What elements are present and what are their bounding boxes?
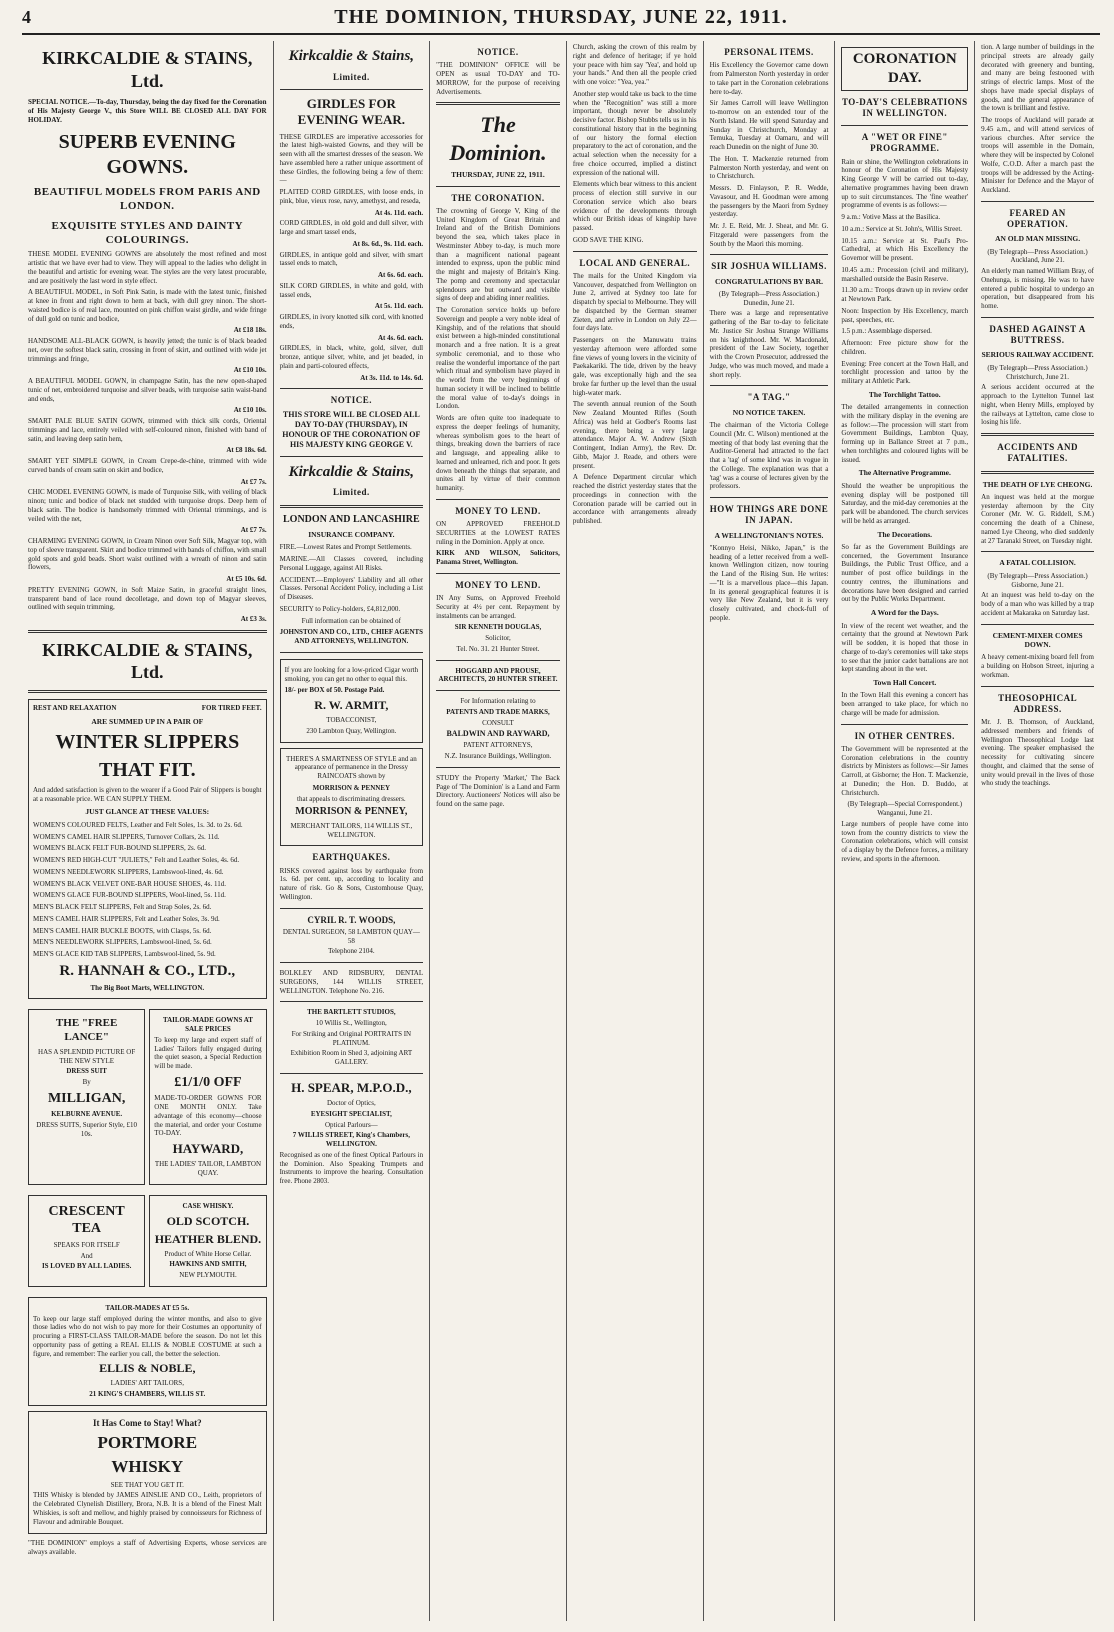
gown-item-price: At £10 10s. [233,366,267,375]
heather-blend-ad: CASE WHISKY. OLD SCOTCH. HEATHER BLEND. Product of White Horse Cellar. HAWKINS AND SMITH, NEW PLYMOUTH. [149,1195,266,1287]
leader-paragraph: Church, asking the crown of this realm by right and defence of heritage; if ye hold your peace with him say 'Yea', and hold up your hands." And then all the people cried with one voice: "Yea, yea." [572,43,697,86]
gown-item: PRETTY EVENING GOWN, in Soft Maize Satin, in graceful straight lines, transparent band of lace round decolletage, and down top of Magyar sleeves, outlined with sequin trimming, [28,585,267,612]
gown-item-price: At £10 10s. [233,406,267,415]
girdle-item: PLAITED CORD GIRDLES, with loose ends, in pink, blue, vieux rose, navy, amethyst, and reseda, [279,188,424,205]
girdle-item: GIRDLES, in ivory knotted silk cord, with knotted ends, [279,313,424,330]
girdle-item: GIRDLES, in black, white, gold, silver, dull bronze, antique silver, white, and jet beaded, in plain and parti-coloured effects, [279,344,424,370]
free-lance-ad: THE "FREE LANCE" HAS A SPLENDID PICTURE OF THE NEW STYLE DRESS SUIT By MILLIGAN, KELBURNE AVENUE. DRESS SUITS, Superior Style, £10 10s. [28,1009,145,1185]
slipper-title-1: WINTER SLIPPERS [55,730,240,753]
slipper-item: WOMEN'S GLACE FUR-BOUND SLIPPERS, Wool-lined, 5s. 11d. [33,891,226,900]
models-line: BEAUTIFUL MODELS FROM PARIS AND LONDON. [33,186,261,212]
woods-name: CYRIL R. T. WOODS, [307,914,396,925]
slipper-top-right: FOR TIRED FEET. [201,703,262,712]
gown-item: A BEAUTIFUL MODEL, in Soft Pink Satin, is made with the latest tunic, finished at knee in front and right down to hem at back, with dull grey ninon. The short-waisted bodice is of real lace, mounted on pink chiffon waist girdle, and wide fringe of dull gold on tunic and bodice, [28,288,267,323]
personal-paragraph: Mr. J. E. Reid, Mr. J. Sheat, and Mr. G. Fitzgerald were passengers from the South by the Maori this morning. [709,222,829,248]
gowns-title: SUPERB EVENING GOWNS. [58,131,236,179]
gown-item-price: At £8 18s. 6d. [226,446,267,455]
local-and-general [573,272,697,526]
leader-paragraph: GOD SAVE THE KING. [572,235,644,244]
leader-paragraph: The crowning of George V, King of the United Kingdom of Great Britain and Ireland and of the British Dominions beyond the sea, which takes place in Westminster Abbey to-day, is much more than a magnificent national pageant intended to express, upon the public mind the might and majesty of Britain's King. The pomp and ceremony and spectacular splendours are but outward and visible signs of deep and abiding inner realities. [436,206,560,303]
page-number: 4 [22,7,31,27]
personal-paragraph: Sir James Carroll will leave Wellington to-morrow on an extended tour of the North Island. He will spend Saturday and Sunday in Christchurch, Monday at Temuka, Tuesday at Oamaru, and will reach Dunedin on the night of June 30. [709,99,829,151]
leader-paragraph: Another step would take us back to the time when the "Recognition" was still a more important, though never be absolutely decisive factor. Bishop Stubbs tells us in his constitutional history that in the beginning of our history the formal election preparatory to the act of coronation, and the actual selection when the necessity for a free choice occurred, implied a distinct expression of the national will. [572,89,697,177]
slipper-top-left: REST AND RELAXATION [33,703,117,712]
girdles-title: GIRDLES FOR EVENING WEAR. [297,96,406,128]
schedule-item: 10.45 a.m.: Procession (civil and military), marshalled outside the Basin Reserve. [841,265,969,283]
slipper-item: MEN'S CAMEL HAIR SLIPPERS, Felt and Leather Soles, 3s. 9d. [33,914,220,923]
local-and-general-heading: LOCAL AND GENERAL. [579,257,691,268]
gown-item: HANDSOME ALL-BLACK GOWN, is heavily jetted; the tunic is of black beaded net, over the softest black satin, crossing in front of skirt, and outlined with wide jet trimmings and fringe, [28,337,267,363]
girdle-item: GIRDLES, in antique gold and silver, with smart tassel ends to match, [279,250,424,268]
slipper-item: MEN'S NEEDLEWORK SLIPPERS, Lambswool-lined, 5s. 6d. [33,938,212,947]
leader-paragraph: Words are often quite too inadequate to express the deeper feelings of humanity, whereas symbolism goes to the heart of things, breaking down the barriers of race and language, and appealing alike to learned and unlearned, rich and poor. It gets down beneath the things that separate, and unites all by virtue of their common humanity. [436,414,560,493]
paper-masthead-title: THE DOMINION, THURSDAY, JUNE 22, 1911. [334,6,788,28]
insurance-list [280,543,424,613]
column-7: tion. A large number of buildings in the principal streets are already gaily decorated with greenery and bunting, and many are being festooned with strings of electric lamps. Most of the shops have made special displays of goods, and the general appearance of the town is brilliant and festive. The troops of Auckland will parade at 9.45 a.m., and will attend services of various churches. After service the troops will assemble in the Domain, where they will be inspected by Colonel Wolfe, C.O.D. After a march past the troops will be addressed by the Acting-Minister for Defence and the Mayor of Auckland. FEARED AN OPERATION. AN OLD MAN MISSING. (By Telegraph—Press Association.) Auckland, June 21. An elderly man named William Bray, of Onehunga, is missing. He was to have entered a public hospital to undergo an operation, but disappeared from his home. DASHED AGAINST A BUTTRESS. SERIOUS RAILWAY ACCIDENT. (By Telegraph—Press Association.) Christchurch, June 21. A serious accident occurred at the approach to the Lyttelton Tunnel last night, when Henry Mills, employed by the railways at Lyttelton, came close to losing his life. ACCIDENTS AND FATALITIES. THE DEATH OF LYE CHEONG. An inquest was held at the morgue yesterday afternoon by the City Coroner (Mr. W. G. Riddell, S.M.) concerning the death of a Chinese, named Lye Cheong, who died suddenly at 27 Taranaki Street, on Tuesday night. A FATAL COLLISION. (By Telegraph—Press Association.) Gisborne, June 21. At an inquest was held to-day on the body of a man who was killed by a trap accident at Makaraka on Saturday last. CEMENT-MIXER COMES DOWN. A heavy cement-mixing board fell from a building on Hobson Street, injuring a workman. THEOSOPHICAL ADDRESS. Mr. J. B. Thomson, of Auckland, addressed members and friends of Wellington Theosophical Lodge last evening. The speaker emphasised the necessity for cultivating sincere thought, and claimed that the sense of unity would prevail in the lives of those who study the teachings. [981,43,1094,788]
slipper-top-center: ARE SUMMED UP IN A PAIR OF [91,716,204,726]
slipper-glance: JUST GLANCE AT THESE VALUES: [85,807,210,817]
girdle-item: SILK CORD GIRDLES, in white and gold, with tassel ends, [279,281,424,299]
coronation-leader-continued [573,43,697,245]
hannah-name: R. HANNAH & CO., LTD., [59,962,236,979]
local-paragraph: The mails for the United Kingdom via Vancouver, despatched from Wellington on June 2, arrived at Sydney too late for dispatch by special to Melbourne. They will be dispatched by the German steamer Zieten, and arrive in London on July 22—four days late. [572,271,697,333]
schedule-item: 10 a.m.: Service at St. John's, Willis Street. [841,224,963,233]
styles-line: EXQUISITE STYLES AND DAINTY COLOURINGS. [51,219,244,246]
gown-item: A BEAUTIFUL MODEL GOWN, in champagne Satin, has the new open-shaped tunic of net, embroidered turquoise and silver beads, with turquoise satin waist-band and ends, [28,377,267,403]
gown-item: CHIC MODEL EVENING GOWN, is made of Turquoise Silk, with veiling of black ninon; tunic and bodice of black net studded with turquoise drops. Deep hem of black satin. The bodice is handsomely trimmed with Oriental trimmings, and is veiled with the net, [28,488,267,523]
girdle-item-price: At 4s. 6d. each. [378,333,424,342]
girdle-item-price: At 8s. 6d., 9s. 11d. each. [352,239,424,248]
gown-item: SMART YET SIMPLE GOWN, in Cream Crepe-de-chine, trimmed with wide curved bands of cream satin on skirt and bodice, [28,457,267,474]
column-4 [567,41,704,1621]
hannah-sub: The Big Boot Marts, WELLINGTON. [90,983,205,992]
personal-paragraph: The Hon. T. Mackenzie returned from Palmerston North yesterday, and went on to Christchurch. [709,154,829,181]
personal-paragraph: His Excellency the Governor came down from Palmerston North yesterday in order to take part in the Coronation celebrations here to-day. [709,61,829,96]
slipper-item: WOMEN'S COLOURED FELTS, Leather and Felt Soles, 1s. 3d. to 2s. 6d. [33,820,243,829]
girdle-item-price: At 4s. 11d. each. [374,208,424,217]
girdles-list [280,188,424,382]
milligan-name: MILLIGAN, [47,1090,126,1106]
slipper-item: WOMEN'S RED HIGH-CUT "JULIETS," Felt and Leather Soles, 4s. 6d. [33,856,240,864]
gown-item: CHARMING EVENING GOWN, in Cream Ninon over Soft Silk, Magyar top, with top of sleeve transparent. Skirt and bodice trimmed with bands of chiffon, with small gold spots and gold beads. Short waist outlined with a wreath of ninon and satin flowers, [28,537,267,572]
insurance-line: ACCIDENT.—Employers' Liability and all other Classes. Personal Accident Policy, including a List of Diseases. [279,575,424,602]
girdle-item-price: At 5s. 11d. each. [374,302,424,311]
girdle-item: CORD GIRDLES, in old gold and dull silver, with large and smart tassel ends, [279,219,424,236]
column-1 [22,41,274,1621]
local-paragraph: A Defence Department circular which reached the district yesterday states that the proceedings in connection with the Coronation parade will be carried out in accordance with arrangements already published. [572,473,697,525]
gown-item-price: At £7 7s. [240,526,267,535]
portmore-whisky-ad: It Has Come to Stay! What? PORTMORE WHISKY SEE THAT YOU GET IT. THIS Whisky is blended by JAMES AINSLIE AND CO., Leith, proprietors of the Celebrated Clynelish Distillery, Brora, N.B. It is a blend of the Finest Malt Whiskies, is soft and mellow, and highly praised by connoisseurs for Richness of Flavour and admirable Bouquet. [28,1411,267,1535]
editorial-paper-title: The Dominion. [449,112,547,165]
slipper-title-2: THAT FIT. [98,758,196,781]
kirkcaldie-heading: KIRKCALDIE & STAINS, Ltd. [42,48,253,91]
insurance-line: SECURITY to Policy-holders, £4,812,000. [279,604,401,613]
slipper-ad [28,699,267,1000]
slipper-item: MEN'S GLACE KID TAB SLIPPERS, Lambswool-lined, 5s. 9d. [33,950,216,958]
schedule-item: 10.15 a.m.: Service at St. Paul's Pro-Cathedral, at which His Excellency the Governor will be present. [841,236,969,262]
personal-items [710,61,829,248]
uwanta-cigar-ad: If you are looking for a low-priced Cigar worth smoking, you can get no other to equal this. 18/- per BOX of 50. Postage Paid. R. W. ARMIT, TOBACCONIST, 230 Lambton Quay, Wellington. [280,659,424,743]
girdle-item-price: At 6s. 6d. each. [378,271,424,279]
column-5: PERSONAL ITEMS. His Excellency the Governor came down from Palmerston North yesterday in order to take part in the Coronation celebrations here to-day. Sir James Carroll will leave Wellington to-morrow on an extended tour of the North Island. He will spend Saturday and Sunday in Christchurch, Monday at Temuka, Tuesday at Oamaru, and will reach Dunedin on the night of June 30. The Hon. T. Mackenzie returned from Palmerston North yesterday, and went on to Christchurch. Messrs. D. Finlayson, P. R. Wedde, Vavasour, and H. Goodman were among the passengers by the Maori from Sydney yesterday. Mr. J. E. Reid, Mr. J. Sheat, and Mr. G. Fitzgerald were passengers from the South by the Maori this morning. SIR JOSHUA WILLIAMS. CONGRATULATIONS BY BAR. (By Telegraph—Press Association.) Dunedin, June 21. There was a large and representative gathering of the Bar to-day to felicitate Mr. Justice Sir Joshua Strange Williams on his knighthood. Mr. W. Macdonald, president of the Law Society, together with the Crown Prosecutor, addressed the Judge, who was much moved, and made a short reply. "A TAG." NO NOTICE TAKEN. The chairman of the Victoria College Council (Mr. C. Wilson) mentioned at the meeting of that body last evening that the Auditor-General had attracted to the fact that a 'tag' of some kind was in vogue in the College. The explanation was that a 'tag' was a course of lectures given by the professors. HOW THINGS ARE DONE IN JAPAN. A WELLINGTONIAN'S NOTES. "Konnyo Heisi, Nikko, Japan," is the heading of a letter received from a well-known Wellington citizen, now touring the Land of the Rising Sun. He writes:—"It is a marvellous place—this Japan. In its general geographical features it is very like New Zealand, but it is very closely cultivated, and chock-full of people. [704,41,836,1621]
insurance-line: FIRE.—Lowest Rates and Prompt Settlements. [279,543,412,552]
morrison-penney-ad: THERE'S A SMARTNESS OF STYLE and an appearance of permanence in the Dressy RAINCOATS shown by MORRISON & PENNEY that appeals to discriminating dressers. MORRISON & PENNEY, MERCHANT TAILORS, 114 WILLIS ST., WELLINGTON. [280,748,424,847]
hayward-ad: TAILOR-MADE GOWNS AT SALE PRICES To keep my large and expert staff of Ladies' Tailors fully engaged during the quiet season, a Special Reduction will be made. £1/1/0 OFF MADE-TO-ORDER GOWNS FOR ONE MONTH ONLY. Take advantage of this economy—choose the material, and order your Costume TO-DAY. HAYWARD, THE LADIES' TAILOR, LAMBTON QUAY. [149,1009,266,1185]
ellis-noble-ad: TAILOR-MADES AT £5 5s. To keep our large staff employed during the winter months, and also to give those ladies who do not wish to pay more for their Costumes an opportunity of procuring a FIRST-CLASS TAILOR-MADE before the season. Do not let this opportunity pass of getting a REAL ELLIS & NOBLE COSTUME at such a figure, and remember: The earlier you call, the better the selection. ELLIS & NOBLE, LADIES' ART TAILORS, 21 KING'S CHAMBERS, WILLIS ST. [28,1297,267,1406]
personal-paragraph: Messrs. D. Finlayson, P. R. Wedde, Vavasour, and H. Goodman were among the passengers by the Maori from Sydney yesterday. [709,184,829,219]
slipper-list [33,821,262,959]
slipper-intro: And added satisfaction is given to the wearer if a Good Pair of Slippers is bought at a reasonable price. WE CAN SUPPLY THEM. [33,785,262,803]
personal-items-heading: PERSONAL ITEMS. [724,47,814,57]
schedule-item: Evening: Free concert at the Town Hall, and torchlight procession and tattoo by the military at Athletic Park. [841,359,969,385]
insurance-line: MARINE.—All Classes covered, including Personal Luggage, against All Risks. [279,555,424,572]
kirkcaldie-footer: KIRKCALDIE & STAINS, Ltd. [42,639,253,683]
column-2: Kirkcaldie & Stains, Limited. GIRDLES FOR EVENING WEAR. THESE GIRDLES are imperative accessories for the latest high-waisted Gowns, and they will be seen with all the smartest dresses of the season. We have assembled here a rather unique assortment of these Girdles, the following being a few of them:— PLAITED CORD GIRDLES, with loose ends, in pink, blue, vieux rose, navy, amethyst, and reseda, At 4s. 11d. each. CORD GIRDLES, in old gold and dull silver, with large and smart tassel ends, At 8s. 6d., 9s. 11d. each. GIRDLES, in antique gold and silver, with smart tassel ends to match, At 6s. 6d. each. SILK CORD GIRDLES, in white and gold, with tassel ends, At 5s. 11d. each. GIRDLES, in ivory knotted silk cord, with knotted ends, At 4s. 6d. each. GIRDLES, in black, white, gold, silver, dull bronze, antique silver, white, and jet beaded, in plain and parti-coloured effects, At 3s. 11d. to 14s. 6d. NOTICE. THIS STORE WILL BE CLOSED ALL DAY TO-DAY (THURSDAY), IN HONOUR OF THE CORONATION OF HIS MAJESTY KING GEORGE V. Kirkcaldie & Stains, Limited. LONDON AND LANCASHIRE INSURANCE COMPANY. FIRE.—Lowest Rates and Prompt Settlements. MARINE.—All Classes covered, including Personal Luggage, against All Risks. ACCIDENT.—Employers' Liability and all other Classes. Personal Accident Policy, including a List of Diseases. SECURITY to Policy-holders, £4,812,000. Full information can be obtained of JOHNSTON AND CO., LTD., CHIEF AGENTS AND ATTORNEYS, WELLINGTON. If you are looking for a low-priced Cigar worth smoking, you can get no other to equal this. 18/- per BOX of 50. Postage Paid. R. W. ARMIT, TOBACCONIST, 230 Lambton Quay, Wellington. THERE'S A SMARTNESS OF STYLE and an appearance of permanence in the Dressy RAINCOATS shown by MORRISON & PENNEY that appeals to discriminating dressers. MORRISON & PENNEY, MERCHANT TAILORS, 114 WILLIS ST., WELLINGTON. EARTHQUAKES. RISKS covered against loss by earthquake from 1s. 6d. per cent. up, according to locality and nature of risk. Go & Sons, Customhouse Quay, Wellington. CYRIL R. T. WOODS, DENTAL SURGEON, 58 LAMBTON QUAY—58 Telephone 2104. BOLKLEY AND RIDSBURY, DENTAL SURGEONS, 144 WILLIS STREET, WELLINGTON. Telephone No. 216. THE BARTLETT STUDIOS, 10 Willis St., Wellington, For Striking and Original PORTRAITS IN PLATINUM. Exhibition Room in Shed 3, adjoining ART GALLERY. H. SPEAR, M.P.O.D., Doctor of Optics, EYESIGHT SPECIALIST, Optical Parlours— 7 WILLIS STREET, King's Chambers, WELLINGTON. Recognised as one of the finest Optical Parlours in the Dominion. Also Speaking Trumpets and Instruments to improve the hearing. Consultation free. Phone 2803. [274,41,431,1621]
gown-item-price: At £5 10s. 6d. [226,575,267,583]
local-paragraph: The seventh annual reunion of the South New Zealand Mounted Rifles (South Africa) was held at Godber's Rooms last evening, there being a very large attendance. Major A. W. Andrew (Sixth Contingent, Indian Army), the Rev. Dr. Gibb, Major J. Reade, and others were present. [572,400,697,470]
slipper-item: MEN'S BLACK FELT SLIPPERS, Felt and Strap Soles, 2s. 6d. [33,903,212,911]
schedule-item: 11.30 a.m.: Troops drawn up in review order at Newtown Park. [841,286,969,303]
masthead [22,6,1100,35]
programme-schedule [841,213,968,386]
slipper-item: WOMEN'S BLACK FELT FUR-BOUND SLIPPERS, 2s. 6d. [33,844,206,853]
leader-paragraph: Elements which bear witness to this ancient process of election still survive in our Coronation service which also bears evidence of the developments through which our British ideas of kingship have passed. [572,180,697,232]
coronation-leader-heading: THE CORONATION. [451,192,545,203]
gown-item: SMART PALE BLUE SATIN GOWN, trimmed with thick silk cords, Oriental trimmings and lace, entirely veiled with self-coloured ninon, finished with band of satin, and leaving deep satin hem, [28,417,267,443]
coronation-leader [436,207,560,493]
gowns-list [28,288,267,624]
schedule-item: 9 a.m.: Votive Mass at the Basilica. [841,213,941,221]
crescent-tea-ad: CRESCENT TEA SPEAKS FOR ITSELF And IS LOVED BY ALL LADIES. [28,1195,145,1287]
leader-paragraph: The Coronation service holds up before Sovereign and people a very noble ideal of Kingship, and of the relations that should exist between a high-minded constitutional monarch and a free nation. It is a great symbolic ceremonial, and to those who realise the wonderful importance of the part which ritual and symbolism have played in the world from the very beginnings of human society it will be inclined to belittle the moral value of to-day's doings in London. [436,306,560,411]
insurance-title: LONDON AND LANCASHIRE [283,513,420,525]
spear-name: H. SPEAR, M.P.O.D., [291,1079,412,1095]
schedule-item: Noon: Inspection by His Excellency, march past, speeches, etc. [841,306,969,324]
special-notice: SPECIAL NOTICE.—To-day, Thursday, being the day fixed for the Coronation of His Majesty George V., this Store WILL BE CLOSED ALL DAY FOR HOLIDAY. [28,98,267,124]
local-paragraph: Passengers on the Manuwatu trains yesterday afternoon were afforded some fine views of young lovers in the vicinity of Paekakariki. The tide, driven by the heavy gale, was exceptionally high and the sea broke far further up the level than the usual high-water mark. [572,336,697,397]
slipper-item: WOMEN'S BLACK VELVET ONE-BAR HOUSE SHOES, 4s. 11d. [33,879,226,888]
schedule-item: 1.5 p.m.: Assemblage dispersed. [841,327,932,336]
store-closed-notice: THIS STORE WILL BE CLOSED ALL DAY TO-DAY (THURSDAY), IN HONOUR OF THE CORONATION OF HIS MAJESTY KING GEORGE V. [282,409,421,449]
girdle-item-price: At 3s. 11d. to 14s. 6d. [360,373,424,382]
slipper-item: MEN'S CAMEL HAIR BUCKLE BOOTS, with Clasps, 5s. 6d. [33,926,212,935]
coronation-day-heading: CORONATION DAY. [841,47,968,91]
office-open-notice: "THE DOMINION" OFFICE will be OPEN as usual TO-DAY and TO-MORROW, for the purpose of receiving Advertisements. [436,61,560,96]
slipper-item: WOMEN'S CAMEL HAIR SLIPPERS, Turnover Collars, 2s. 11d. [33,832,220,841]
gown-item-price: At £18 18s. [233,326,267,335]
kirkcaldie-script-heading: Kirkcaldie & Stains, [288,48,415,64]
dominion-advert-note: "THE DOMINION" employs a staff of Advertising Experts, whose services are always available. [28,1539,267,1556]
hayward-name: HAYWARD, [172,1141,244,1156]
gown-item-price: At £7 7s. [240,477,267,486]
gown-item-price: At £3 3s. [240,615,267,623]
column-6: CORONATION DAY. TO-DAY'S CELEBRATIONS IN WELLINGTON. A "WET OR FINE" PROGRAMME. Rain or shine, the Wellington celebrations in honour of the Coronation of His Majesty King George V will be carried out to-day, alternative programmes having been drawn up to suit circumstances. The 'fine weather' programme of events is as follows:— 9 a.m.: Votive Mass at the Basilica. 10 a.m.: Service at St. John's, Willis Street. 10.15 a.m.: Service at St. Paul's Pro-Cathedral, at which His Excellency the Governor will be present. 10.45 a.m.: Procession (civil and military), marshalled outside the Basin Reserve. 11.30 a.m.: Troops drawn up in review order at Newtown Park. Noon: Inspection by His Excellency, march past, speeches, etc. 1.5 p.m.: Assemblage dispersed. Afternoon: Free picture show for the children. Evening: Free concert at the Town Hall, and torchlight procession and tattoo by the military at Athletic Park. The Torchlight Tattoo. The detailed arrangements in connection with the military display in the evening are as follow:—The procession will start from Government Buildings, Lambton Quay, forming up in Ballance Street at 7 p.m., when torchlights and coloured lights will be issued. The Alternative Programme. Should the weather be unpropitious the evening display will be postponed till Saturday, and the mid-day ceremonies at the park will be abandoned. The church services will be held as arranged. The Decorations. So far as the Government Buildings are concerned, the Government Insurance Buildings, the Public Trust Office, and a number of post office buildings in the country centres, the illuminations and decorations have been designed and carried out by the Public Works Department. A Word for the Days. In view of the recent wet weather, and the certainty that the ground at Newtown Park will be sodden, it is hoped that those in charge of to-day's ceremonies will take steps to see that the junior cadet battalions are not kept standing about in the wet. Town Hall Concert. In the Town Hall this evening a concert has been arranged to take place, for which no charge will be made for admission. IN OTHER CENTRES. The Government will be represented at the Coronation celebrations in the country districts by Ministers as follows:—Sir James Carroll, at Gisborne; the Hon. T. Mackenzie, at Dunedin; the Hon. D. Buddo, at Christchurch. (By Telegraph—Special Correspondent.) Wanganui, June 21. Large numbers of people have come into town from the country districts to view the Coronation celebrations, which will consist of a display by the Defence forces, a military review, and sports in the afternoon. [835,41,975,1621]
schedule-item: Afternoon: Free picture show for the children. [841,339,969,356]
gowns-intro: THESE MODEL EVENING GOWNS are absolutely the most refined and most artistic that we have ever had to view. They will appeal to the ladies who delight in the beautiful and artistic for evening wear. The styles are the very latest procurable, and are positively the last word in style effect. [28,250,267,285]
slipper-item: WOMEN'S NEEDLEWORK SLIPPERS, Lambswool-lined, 4s. 6d. [33,867,224,876]
column-3: NOTICE. "THE DOMINION" OFFICE will be OPEN as usual TO-DAY and TO-MORROW, for the purpose of receiving Advertisements. The Dominion. THURSDAY, JUNE 22, 1911. THE CORONATION. The crowning of George V, King of the United Kingdom of Great Britain and Ireland and of the British Dominions beyond the sea, which takes place in Westminster Abbey to-day, is much more than a magnificent national pageant intended to express, upon the public mind the might and majesty of Britain's King. The pomp and ceremony and spectacular splendours are but outward and visible signs of deep and abiding inner realities. The Coronation service holds up before Sovereign and people a very noble ideal of Kingship, and of the relations that should exist between a high-minded constitutional monarch and a free nation. It is a great symbolic ceremonial, and to those who realise the wonderful importance of the part which ritual and symbolism have played in the world from the very beginnings of human society it will be inclined to belittle the moral value of to-day's doings in London. Words are often quite too inadequate to express the deeper feelings of humanity, whereas symbolism goes to the heart of things, breaking down the barriers of race and language, and appealing alike to learned and unlearned, rich and poor. It gets down beneath the things that separate, and unites all by virtue of their common humanity. MONEY TO LEND. ON APPROVED FREEHOLD SECURITIES at the LOWEST RATES ruling in the Dominion. Apply at once. KIRK AND WILSON, Solicitors, Panama Street, Wellington. MONEY TO LEND. IN Any Sums, on Approved Freehold Security at 4½ per cent. Repayment by instalments can be arranged. SIR KENNETH DOUGLAS, Solicitor, Tel. No. 31. 21 Hunter Street. HOGGARD AND PROUSE, ARCHITECTS, 20 HUNTER STREET. For Information relating to PATENTS AND TRADE MARKS, CONSULT BALDWIN AND RAYWARD, PATENT ATTORNEYS, N.Z. Insurance Buildings, Wellington. STUDY the Property 'Market,' The Back Page of 'The Dominion' is a Land and Farm Directory. Auctioneers' Notices will also be found on the same page. [430,41,567,1621]
